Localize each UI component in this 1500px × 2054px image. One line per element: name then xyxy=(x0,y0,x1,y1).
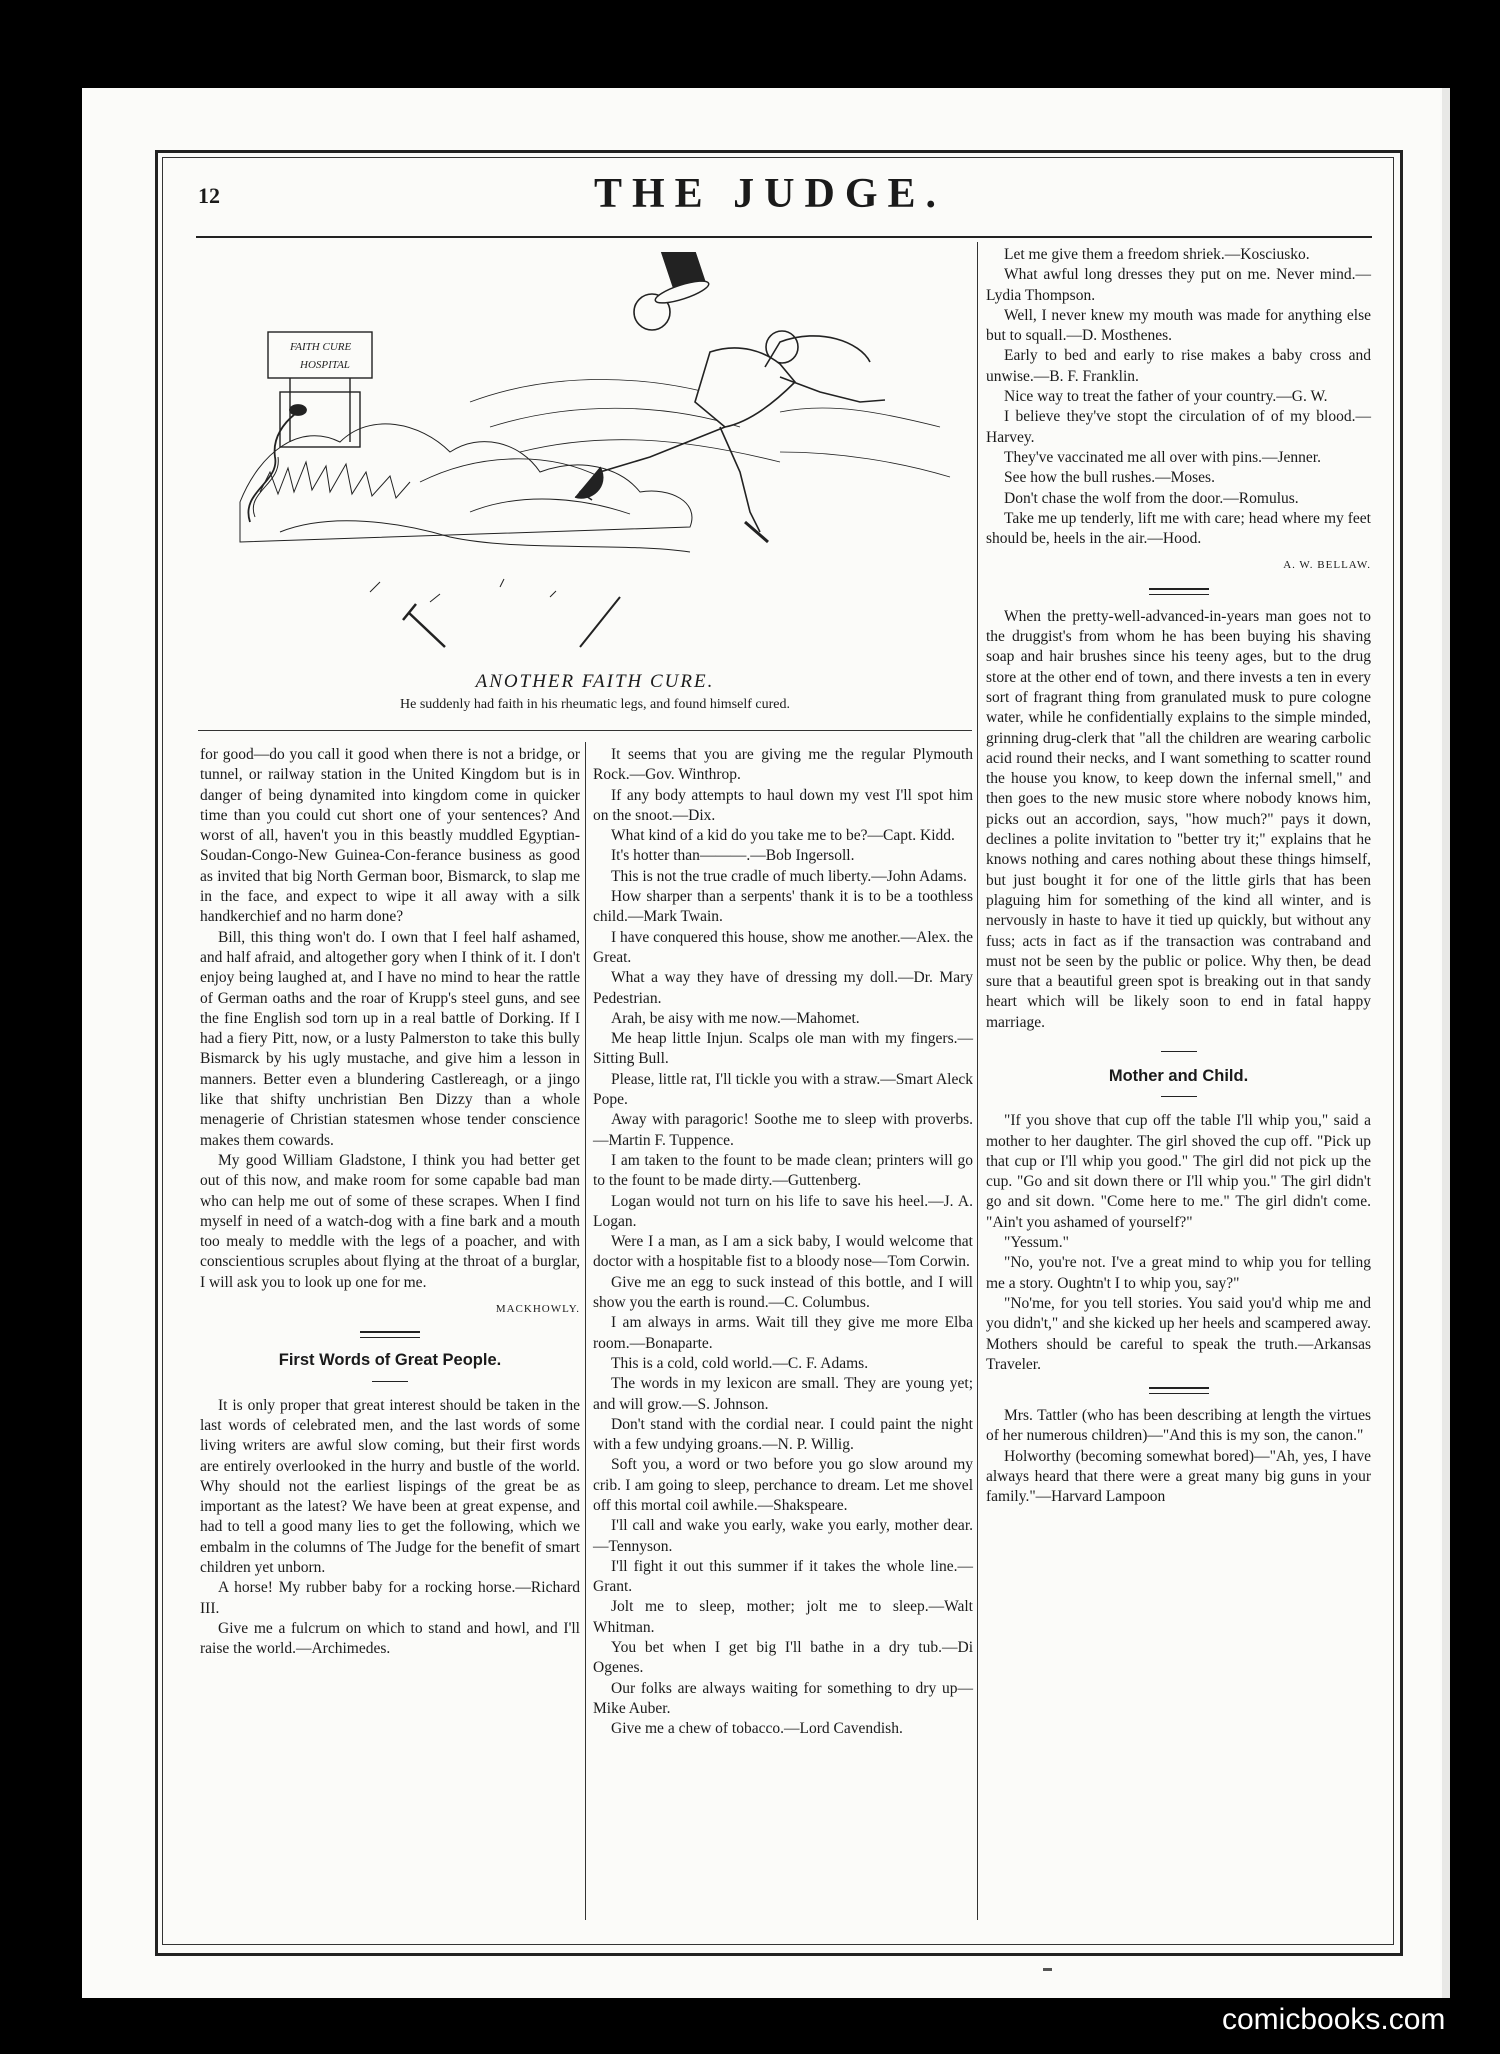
quote-line: What kind of a kid do you take me to be?—Capt. Kidd. xyxy=(611,827,955,845)
col3-section-paragraph: "Yessum." xyxy=(1004,1234,1069,1252)
col1-paragraph: for good—do you call it good when there is not a bridge, or tunnel, or railway station in the United Kingdom but is in danger of being dynamited into kingdom come in quicker time than you could cut short one of your sentences? And worst of all, haven't you in this beastly muddled Egyptian-Soudan-Congo-New Guinea-Con-ferance business as good as invited that big North German boor, Bismarck, to slap me in the face, and expect to wipe it all away with a silk handkerchief and no harm done? xyxy=(200,746,580,926)
header-rule xyxy=(196,236,1372,238)
quote-line: The words in my lexicon are small. They are young yet; and will grow.—S. Johnson. xyxy=(593,1375,973,1413)
top-hat-icon xyxy=(653,252,711,307)
quote-line: I'll fight it out this summer if it takes the whole line.—Grant. xyxy=(593,1557,973,1596)
quote-line: What a way they have of dressing my doll.—Dr. Mary Pedestrian. xyxy=(593,969,973,1007)
quote-line: Our folks are always waiting for something to dry up—Mike Auber. xyxy=(593,1679,973,1717)
title-rule xyxy=(372,1381,408,1382)
quote-line: Logan would not turn on his life to save his heel.—J. A. Logan. xyxy=(593,1192,973,1230)
illustration-caption-subtitle: He suddenly had faith in his rheumatic legs, and found himself cured. xyxy=(400,697,790,712)
quote-line: I am taken to the fount to be made clean; printers will go to the fount to be made dirty.—Guttenberg. xyxy=(593,1151,973,1190)
sign-text-1: FAITH CURE xyxy=(290,341,352,353)
quote-line: Were I a man, as I am a sick baby, I would welcome that doctor with a hospitable fist to a bloody nose—Tom Corwin. xyxy=(593,1233,973,1271)
quote-line: I believe they've stopt the circulation of of my blood.—Harvey. xyxy=(986,408,1371,446)
quote-line: See how the bull rushes.—Moses. xyxy=(1004,469,1215,487)
col1-paragraph: Bill, this thing won't do. I own that I feel half ashamed, and half afraid, and altogether gory when I think of it. I don't enjoy being laughed at, and I have no mind to hear the rattle of German oaths and the roar of Krupp's steel guns, and see the fine English sod torn up in a real battle of Dorking. If I had a fiery Pitt, now, or a lusty Palmerston to take this bully Bismarck by his ugly mustache, and give him a lesson in manners. Better even a blundering Castlereagh, or a jingo like that shifty unchristian Ben Dizzy than a whole menagerie of Christian statesmen whose tender conscience makes them cowards. xyxy=(200,928,580,1149)
watermark-text: comicbooks.com xyxy=(1222,2003,1446,2036)
quote-line: I have conquered this house, show me another.—Alex. the Great. xyxy=(593,928,974,966)
col1-section-paragraph: Give me a fulcrum on which to stand and howl, and I'll raise the world.—Archimedes. xyxy=(200,1619,580,1658)
quote-line: Give me an egg to suck instead of this bottle, and I will show you the earth is round.—C. Columbus. xyxy=(593,1273,973,1312)
col3-last-paragraph: Mrs. Tattler (who has been describing at length the virtues of her numerous children)—"And this is my son, the canon." xyxy=(986,1407,1371,1445)
col3-section-paragraph: "No, you're not. I've a great mind to whip you for telling me a story. Oughtn't I to whip you, say?" xyxy=(986,1254,1371,1292)
col1-paragraph: My good William Gladstone, I think you had better get out of this now, and make room for some capable bad man who can help me out of some of these scrapes. When I find myself in need of a watch-dog with a fine bark and a mouth too mealy to meddle with the legs of a poacher, and with conscientious scruples about flying at the throat of a burglar, I will ask you to look up one for me. xyxy=(200,1151,580,1291)
section-title-mother-and-child: Mother and Child. xyxy=(1108,1066,1249,1085)
quote-line: What awful long dresses they put on me. Never mind.—Lydia Thompson. xyxy=(986,266,1371,304)
section-separator xyxy=(1161,1051,1197,1052)
quote-line: Arah, be aisy with me now.—Mahomet. xyxy=(611,1009,860,1027)
quote-line: Away with paragoric! Soothe me to sleep with proverbs.—Martin F. Tuppence. xyxy=(593,1111,973,1149)
next-page-edge xyxy=(1442,88,1450,1998)
col3-signature: A. W. BELLAW. xyxy=(1283,559,1371,572)
quote-line: Early to bed and early to rise makes a baby cross and unwise.—B. F. Franklin. xyxy=(986,347,1371,385)
section-separator xyxy=(360,1331,420,1338)
col3-section-paragraph: "No'me, for you tell stories. You said you'd whip me and you didn't," and she kicked up her heels and scampered away. Mothers should be careful to speak the truth.—Arkansas Traveler. xyxy=(986,1294,1371,1373)
title-rule xyxy=(1161,1096,1197,1097)
col3-section-paragraph: "If you shove that cup off the table I'll whip you," said a mother to her daughter. The girl shoved the cup off. "Pick up that cup or I'll whip you good." The girl did not pick up the cup. "Go and sit down there or I'll whip you." The girl didn't go and sit down. "Come here to me." The girl didn't come. "Ain't you ashamed of yourself?" xyxy=(986,1112,1371,1231)
quote-line: It's hotter than———.—Bob Ingersoll. xyxy=(611,847,855,865)
quote-line: How sharper than a serpents' thank it is to be a toothless child.—Mark Twain. xyxy=(593,888,973,926)
column-1 xyxy=(200,745,580,1659)
stray-mark xyxy=(1043,1968,1052,1971)
quote-line: Let me give them a freedom shriek.—Kosciusko. xyxy=(1004,246,1310,263)
quote-line: You bet when I get big I'll bathe in a dry tub.—Di Ogenes. xyxy=(593,1639,973,1677)
page-number: 12 xyxy=(198,183,220,208)
sign-text-2: HOSPITAL xyxy=(300,359,350,371)
col3-last-paragraph-2: Holworthy (becoming somewhat bored)—"Ah, yes, I have always heard that there were a great many big guns in your family."—Harvard Lampoon xyxy=(986,1447,1371,1506)
quote-line: Give me a chew of tobacco.—Lord Cavendish. xyxy=(611,1720,903,1738)
masthead-title: THE JUDGE. xyxy=(593,171,947,217)
quote-line: Don't chase the wolf from the door.—Romulus. xyxy=(1004,489,1299,507)
section-separator xyxy=(1149,1387,1209,1394)
quote-line: Soft you, a word or two before you go slow around my crib. I am going to sleep, perchance to dream. Let me shovel off this mortal coil awhile.—Shakspeare. xyxy=(593,1456,973,1514)
quote-line: They've vaccinated me all over with pins.—Jenner. xyxy=(1004,448,1321,466)
quote-line: I am always in arms. Wait till they give me more Elba room.—Bonaparte. xyxy=(593,1314,973,1352)
quote-line: Jolt me to sleep, mother; jolt me to sleep.—Walt Whitman. xyxy=(593,1598,973,1636)
quote-line: Well, I never knew my mouth was made for anything else but to squall.—D. Mosthenes. xyxy=(986,306,1371,345)
quote-line: Please, little rat, I'll tickle you with a straw.—Smart Aleck Pope. xyxy=(593,1070,973,1109)
col1-section-paragraph: It is only proper that great interest should be taken in the last words of celebrated men, and the last words of some living writers are awful slow coming, but their first words are entirely overlooked in the hurry and bustle of the world. Why should not the earliest lispings of the great be as important as the latest? We have been at great expense, and had to tell a good many lies to get the following, which we embalm in the columns of The Judge for the benefit of smart children yet unborn. xyxy=(200,1396,580,1576)
quote-line: This is a cold, cold world.—C. F. Adams. xyxy=(611,1354,869,1372)
snake-icon xyxy=(248,405,306,522)
quote-line: Me heap little Injun. Scalps ole man with my fingers.—Sitting Bull. xyxy=(593,1030,973,1068)
caption-rule xyxy=(198,730,972,731)
column-divider-2 xyxy=(977,242,978,1920)
column-2 xyxy=(593,745,973,1740)
column-3 xyxy=(986,245,1371,1508)
quote-line: Take me up tenderly, lift me with care; head where my feet should be, heels in the air.—Hood. xyxy=(986,509,1371,548)
quote-line: This is not the true cradle of much liberty.—John Adams. xyxy=(611,867,967,885)
quote-line: Nice way to treat the father of your country.—G. W. xyxy=(1004,388,1328,406)
section-title-first-words: First Words of Great People. xyxy=(278,1351,502,1370)
col1-section-paragraph: A horse! My rubber baby for a rocking horse.—Richard III. xyxy=(200,1579,580,1617)
column-divider-1 xyxy=(585,742,586,1920)
quote-line: I'll call and wake you early, wake you early, mother dear.—Tennyson. xyxy=(593,1517,973,1555)
cartoon-illustration xyxy=(220,252,960,662)
illustration-caption-title: ANOTHER FAITH CURE. xyxy=(475,671,715,692)
section-separator xyxy=(1149,588,1209,595)
col1-signature: MACKHOWLY. xyxy=(495,1303,580,1316)
quote-line: Don't stand with the cordial near. I could paint the night with a few undying groans.—N. P. Willig. xyxy=(593,1415,973,1454)
quote-line: It seems that you are giving me the regular Plymouth Rock.—Gov. Winthrop. xyxy=(593,746,973,784)
col3-paragraph: When the pretty-well-advanced-in-years man goes not to the druggist's from whom he has been buying his shaving soap and hair brushes since his teeny ages, but to the drug store at the other end of town, and there invests a ten in every sort of fragrant thing from granulated musk to pure cologne water, while he confidentially explains to the simple minded, grinning drug-clerk that "all the children are wearing carbolic acid round their necks, and I want something to scatter round the house you know, to keep down the infernal smell," and then goes to the new music store where nobody knows him, picks out an accordion, says, "how much?" pays it down, declines a polite invitation to "better try it;" explains that he knows nothing and cares nothing about these things himself, but just bought it for one of the little girls that has been plaguing him for something of the kind all winter, and is nervously in haste to have it tied up quickly, but without any fuss; acts in fact as if the transaction was contraband and must not be seen by the public or police. Why then, be dead sure that a beautiful green spot is breaking out in that sandy heart which will be likely soon to end in fatal happy marriage. xyxy=(986,607,1371,1031)
quote-line: If any body attempts to haul down my vest I'll spot him on the snoot.—Dix. xyxy=(593,786,973,824)
running-man xyxy=(575,294,885,542)
